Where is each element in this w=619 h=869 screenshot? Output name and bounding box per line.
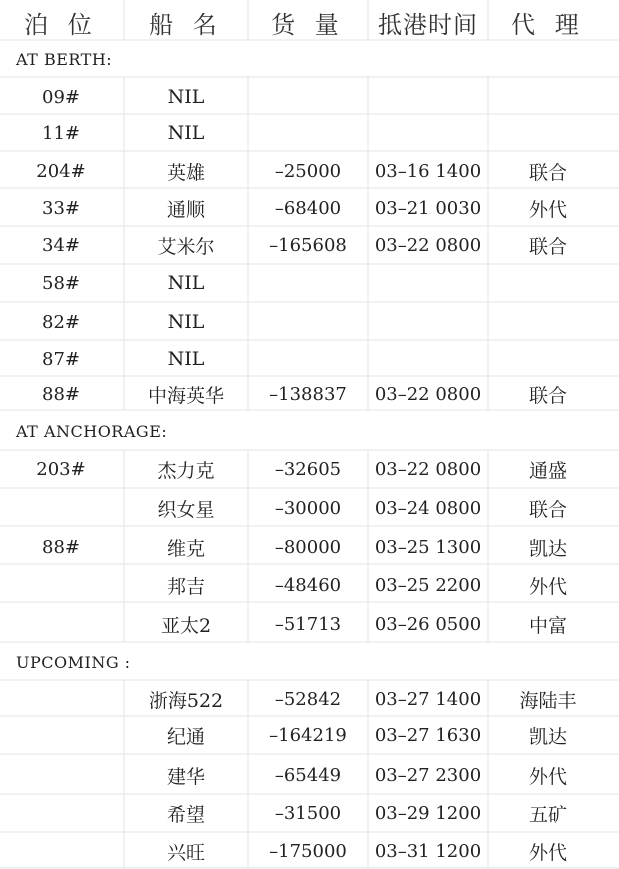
agent-cell <box>490 341 606 377</box>
berth-cell <box>0 606 122 642</box>
berth-cell <box>0 757 122 793</box>
eta-cell: 03–29 1200 <box>374 802 482 824</box>
table-row <box>0 606 619 642</box>
header-berth: 泊 位 <box>24 10 98 39</box>
vessel-cell: 杰力克 <box>157 459 215 482</box>
cargo-cell: –65449 <box>274 764 342 786</box>
cargo-cell: –52842 <box>274 688 342 710</box>
berth-cell <box>0 833 122 869</box>
agent-cell <box>490 265 606 301</box>
cargo-cell: –25000 <box>274 160 342 182</box>
vessel-cell: 艾米尔 <box>157 235 215 258</box>
agent-cell: 联合 <box>528 384 567 407</box>
eta-cell <box>370 79 486 115</box>
cargo-cell: –164219 <box>269 724 347 746</box>
agent-cell: 联合 <box>528 161 567 184</box>
berth-cell: 34# <box>42 234 80 256</box>
agent-cell <box>490 304 606 340</box>
vessel-cell: NIL <box>167 311 205 333</box>
eta-cell <box>370 265 486 301</box>
agent-cell: 五矿 <box>528 803 567 826</box>
cargo-cell: –48460 <box>274 574 342 596</box>
section-upcoming <box>0 645 619 679</box>
eta-cell: 03–27 1400 <box>374 688 482 710</box>
cargo-cell: –51713 <box>274 613 342 635</box>
vessel-cell: 中海英华 <box>147 384 224 407</box>
berth-cell <box>0 681 122 717</box>
table-row <box>0 717 619 753</box>
cargo-cell: –32605 <box>274 458 342 480</box>
eta-cell: 03–26 0500 <box>374 613 482 635</box>
vessel-cell: 维克 <box>166 537 205 560</box>
table-header <box>0 4 619 40</box>
table-row <box>0 79 619 115</box>
berth-cell <box>0 490 122 526</box>
table-row <box>0 833 619 869</box>
agent-cell: 通盛 <box>528 459 567 482</box>
eta-cell: 03–27 2300 <box>374 764 482 786</box>
agent-cell: 联合 <box>528 235 567 258</box>
vessel-cell: NIL <box>167 122 205 144</box>
table-row <box>0 681 619 717</box>
table-row <box>0 265 619 301</box>
agent-cell: 凯达 <box>528 725 567 748</box>
header-vessel: 船 名 <box>149 10 223 39</box>
table-row <box>0 304 619 340</box>
berth-cell <box>0 567 122 603</box>
table-row <box>0 341 619 377</box>
agent-cell: 凯达 <box>528 537 567 560</box>
cargo-cell <box>250 265 366 301</box>
vessel-cell: 织女星 <box>157 498 215 521</box>
berth-cell: 88# <box>42 536 80 558</box>
eta-cell: 03–24 0800 <box>374 497 482 519</box>
berth-cell: 09# <box>42 86 80 108</box>
table-row <box>0 376 619 412</box>
cargo-cell: –165608 <box>269 234 347 256</box>
cargo-cell <box>250 341 366 377</box>
cargo-cell: –30000 <box>274 497 342 519</box>
eta-cell: 03–16 1400 <box>374 160 482 182</box>
berth-cell: 87# <box>42 348 80 370</box>
section-label: AT ANCHORAGE: <box>16 421 168 441</box>
agent-cell <box>490 115 606 151</box>
eta-cell: 03–21 0030 <box>374 197 482 219</box>
table-row <box>0 451 619 487</box>
agent-cell: 联合 <box>528 498 567 521</box>
berth-cell: 204# <box>36 160 86 182</box>
cargo-cell: –175000 <box>269 840 347 862</box>
table-row <box>0 190 619 226</box>
section-at-anchorage <box>0 414 619 448</box>
table-row <box>0 529 619 565</box>
berth-cell: 58# <box>42 272 80 294</box>
cargo-cell: –68400 <box>274 197 342 219</box>
eta-cell <box>370 304 486 340</box>
berth-cell: 33# <box>42 197 80 219</box>
vessel-cell: 亚太2 <box>160 614 212 637</box>
agent-cell: 外代 <box>528 575 567 598</box>
eta-cell: 03–27 1630 <box>374 724 482 746</box>
section-at-berth <box>0 42 619 76</box>
eta-cell: 03–22 0800 <box>374 383 482 405</box>
vessel-cell: 邦吉 <box>166 575 205 598</box>
eta-cell: 03–25 2200 <box>374 574 482 596</box>
berth-cell: 203# <box>36 458 86 480</box>
header-agent: 代 理 <box>511 10 585 39</box>
vessel-cell: NIL <box>167 272 205 294</box>
cargo-cell: –31500 <box>274 802 342 824</box>
cargo-cell <box>250 79 366 115</box>
berth-cell: 82# <box>42 311 80 333</box>
cargo-cell: –138837 <box>269 383 347 405</box>
table-row <box>0 567 619 603</box>
table-row <box>0 115 619 151</box>
table-row <box>0 490 619 526</box>
table-row <box>0 153 619 189</box>
agent-cell: 外代 <box>528 841 567 864</box>
vessel-cell: 兴旺 <box>166 841 205 864</box>
vessel-cell: 英雄 <box>166 161 205 184</box>
agent-cell: 外代 <box>528 198 567 221</box>
eta-cell <box>370 341 486 377</box>
vessel-cell: NIL <box>167 348 205 370</box>
eta-cell: 03–25 1300 <box>374 536 482 558</box>
eta-cell: 03–22 0800 <box>374 458 482 480</box>
vessel-cell: 通顺 <box>166 198 205 221</box>
agent-cell: 中富 <box>528 614 567 637</box>
eta-cell: 03–22 0800 <box>374 234 482 256</box>
header-cargo: 货 量 <box>271 10 345 39</box>
header-eta: 抵港时间 <box>378 10 478 39</box>
cargo-cell <box>250 115 366 151</box>
table-row <box>0 227 619 263</box>
table-row <box>0 757 619 793</box>
agent-cell <box>490 79 606 115</box>
vessel-cell: 希望 <box>166 803 205 826</box>
section-label: AT BERTH: <box>16 49 113 69</box>
berth-cell <box>0 717 122 753</box>
vessel-cell: NIL <box>167 86 205 108</box>
eta-cell <box>370 115 486 151</box>
berth-cell: 11# <box>42 122 80 144</box>
agent-cell: 外代 <box>528 765 567 788</box>
agent-cell: 海陆丰 <box>519 689 577 712</box>
table-row <box>0 795 619 831</box>
vessel-cell: 纪通 <box>166 725 205 748</box>
cargo-cell: –80000 <box>274 536 342 558</box>
vessel-cell: 建华 <box>166 765 205 788</box>
vessel-cell: 浙海522 <box>148 689 224 712</box>
eta-cell: 03–31 1200 <box>374 840 482 862</box>
berth-cell <box>0 795 122 831</box>
cargo-cell <box>250 304 366 340</box>
section-label: UPCOMING : <box>16 652 131 672</box>
berth-cell: 88# <box>42 383 80 405</box>
